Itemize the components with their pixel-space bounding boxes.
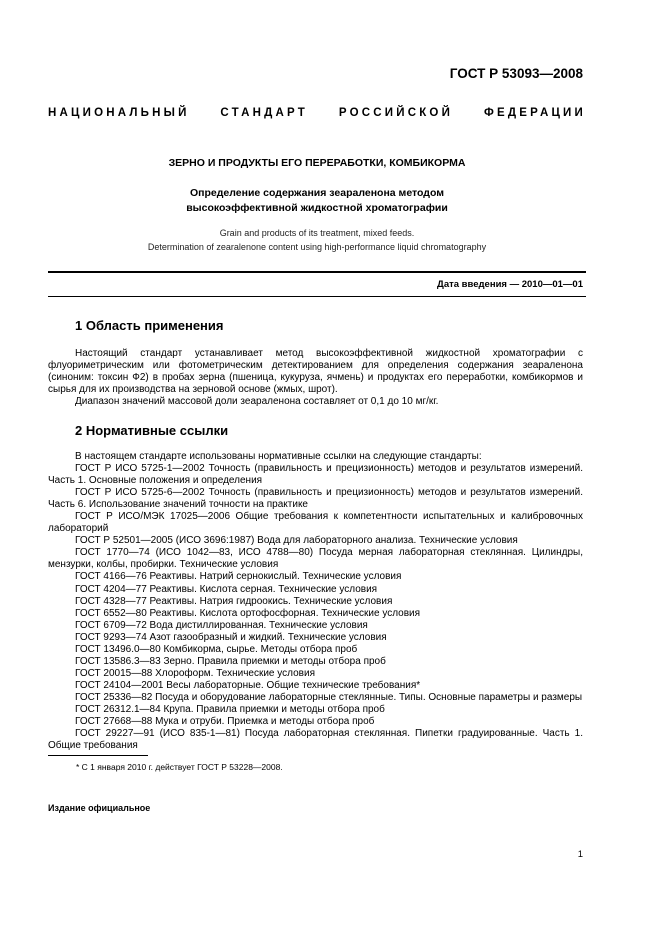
- date-divider: [48, 296, 586, 297]
- normative-reference: ГОСТ Р 52501—2005 (ИСО 3696:1987) Вода для лабораторного анализа. Технические условия: [75, 535, 518, 547]
- normative-reference: ГОСТ 6709—72 Вода дистиллированная. Технические условия: [75, 619, 368, 631]
- normative-reference: ГОСТ Р ИСО 5725-6—2002 Точность (правильность и прецизионность) методов и результатов измерений. Часть 6. Использование значений точности на практике: [48, 487, 583, 511]
- normative-reference: ГОСТ Р ИСО 5725-1—2002 Точность (правильность и прецизионность) методов и результатов измерений. Часть 1. Основные положения и определения: [48, 463, 583, 487]
- normative-reference: ГОСТ 24104—2001 Весы лабораторные. Общие технические требования*: [75, 679, 421, 691]
- footnote-divider: [48, 755, 148, 756]
- section-2-heading: 2 Нормативные ссылки: [75, 423, 229, 438]
- subtitle-line: высокоэффективной жидкостной хроматографии: [186, 202, 448, 214]
- english-title-line: Grain and products of its treatment, mixed feeds.: [219, 228, 415, 238]
- section-1-paragraph: Настоящий стандарт устанавливает метод высокоэффективной жидкостной хроматографии с флуориметрическим или фотометрическим детектированием для определения содержания зеараленона (синоним: токсин Ф2) в пробах зерна (пшеница, кукуруза, ячмень) и продуктах его переработки, комбикормов и сырья для их производства на зерновой основе (жмых, шрот).: [48, 348, 583, 396]
- official-edition-label: Издание официальное: [48, 803, 151, 813]
- header-divider: [48, 271, 586, 273]
- section-1-paragraph: Диапазон значений массовой доли зеараленона составляет от 0,1 до 10 мг/кг.: [75, 396, 439, 408]
- english-title-line: Determination of zearalenone content using high-performance liquid chromatography: [147, 242, 487, 252]
- section-1-body: [48, 348, 583, 408]
- normative-reference: ГОСТ 25336—82 Посуда и оборудование лабораторные стеклянные. Типы. Основные параметры и размеры: [75, 691, 583, 703]
- normative-reference: ГОСТ 13496.0—80 Комбикорма, сырье. Методы отбора проб: [75, 643, 358, 655]
- normative-reference: ГОСТ 9293—74 Азот газообразный и жидкий. Технические условия: [75, 631, 387, 643]
- intro-date: Дата введения — 2010—01—01: [437, 279, 583, 290]
- doc-number: ГОСТ Р 53093—2008: [449, 66, 583, 81]
- normative-reference: ГОСТ 4166—76 Реактивы. Натрий сернокислый. Технические условия: [75, 571, 402, 583]
- document-title: ЗЕРНО И ПРОДУКТЫ ЕГО ПЕРЕРАБОТКИ, КОМБИКОРМА: [168, 157, 466, 169]
- subtitle-line: Определение содержания зеараленона методом: [189, 187, 445, 199]
- normative-reference: ГОСТ 6552—80 Реактивы. Кислота ортофосфорная. Технические условия: [75, 607, 421, 619]
- normative-reference: ГОСТ 1770—74 (ИСО 1042—83, ИСО 4788—80) Посуда мерная лабораторная стеклянная. Цилиндры, мензурки, колбы, пробирки. Технические условия: [48, 547, 583, 571]
- page-number: 1: [577, 849, 583, 860]
- normative-reference: ГОСТ 13586.3—83 Зерно. Правила приемки и методы отбора проб: [75, 655, 386, 667]
- document-subtitle: [48, 186, 586, 216]
- normative-reference: ГОСТ Р ИСО/МЭК 17025—2006 Общие требования к компетентности испытательных и калибровочных лабораторий: [48, 511, 583, 535]
- normative-reference: ГОСТ 20015—88 Хлороформ. Технические условия: [75, 667, 315, 679]
- section-1-heading: 1 Область применения: [75, 318, 224, 333]
- english-title: [48, 226, 586, 254]
- section-2-body: [48, 451, 583, 752]
- normative-reference: ГОСТ 26312.1—84 Крупа. Правила приемки и методы отбора проб: [75, 703, 385, 715]
- normative-reference: ГОСТ 4328—77 Реактивы. Натрия гидроокись. Технические условия: [75, 595, 393, 607]
- footnote: * С 1 января 2010 г. действует ГОСТ Р 53228—2008.: [76, 762, 283, 772]
- normative-reference: ГОСТ 29227—91 (ИСО 835-1—81) Посуда лабораторная стеклянная. Пипетки градуированные. Часть 1. Общие требования: [48, 728, 583, 752]
- normative-reference: ГОСТ 4204—77 Реактивы. Кислота серная. Технические условия: [75, 583, 378, 595]
- section-2-intro: В настоящем стандарте использованы нормативные ссылки на следующие стандарты:: [75, 451, 482, 462]
- normative-reference: ГОСТ 27668—88 Мука и отруби. Приемка и методы отбора проб: [75, 716, 375, 728]
- national-standard-banner: НАЦИОНАЛЬНЫЙ СТАНДАРТ РОССИЙСКОЙ ФЕДЕРАЦИИ: [48, 107, 586, 119]
